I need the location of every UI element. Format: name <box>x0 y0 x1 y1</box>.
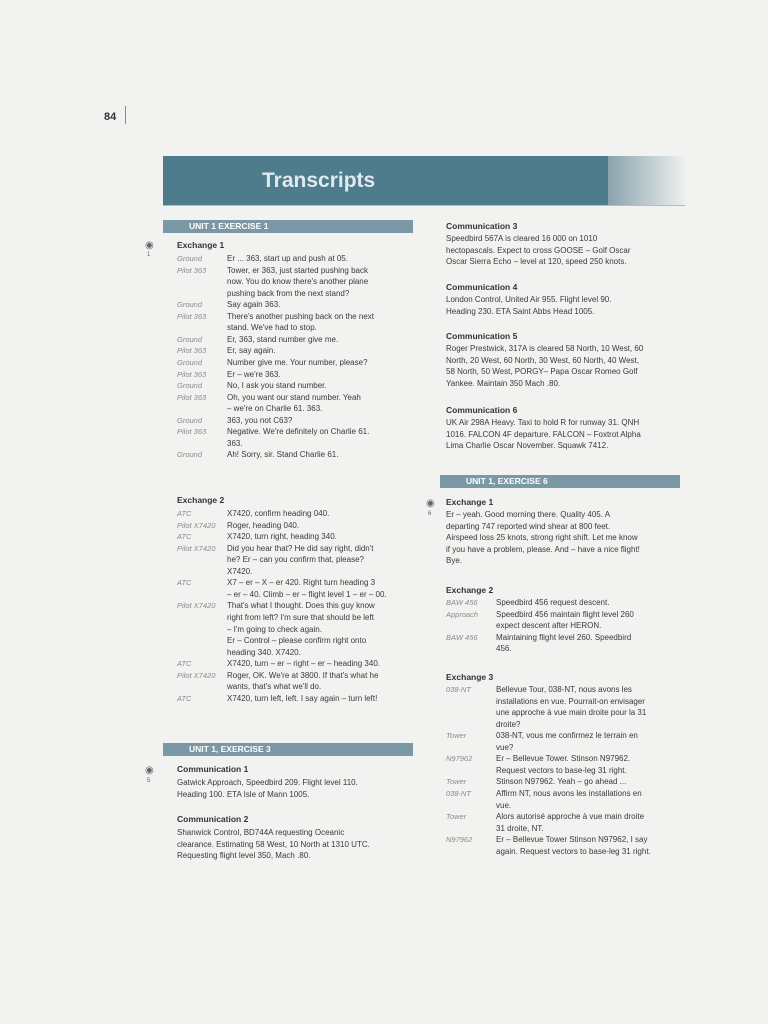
dialogue-line: Stinson N97962. Yeah – go ahead ... <box>496 777 627 787</box>
dialogue-line: expect descent after HERON. <box>496 621 602 631</box>
comm-6-title: Communication 6 <box>446 405 518 415</box>
dialogue-line: Speedbird 456 maintain flight level 260 <box>496 609 634 619</box>
dialogue-line: Tower, er 363, just started pushing back <box>227 265 368 275</box>
paragraph-line: Lima Charlie Oscar November. Squawk 7412. <box>446 441 609 451</box>
page-number: 84 <box>104 111 117 123</box>
comm-2-title: Communication 2 <box>177 814 249 824</box>
speaker-label: Pilot 363 <box>177 392 207 402</box>
dialogue-line: X7420. <box>227 566 253 576</box>
cd-icon: ◉ <box>426 498 435 509</box>
speaker-label: ATC <box>177 659 192 669</box>
dialogue-line: right from left? I'm sure that should be left <box>227 612 374 622</box>
speaker-label: BAW 456 <box>446 632 478 642</box>
speaker-label: 038-NT <box>446 685 472 694</box>
dialogue-line: Negative. We're definitely on Charlie 61. <box>227 427 370 437</box>
paragraph-line: Bye. <box>446 556 463 566</box>
dialogue-line: Request vectors to base-leg 31 right. <box>496 765 627 775</box>
dialogue-line: Speedbird 456 request descent. <box>496 598 610 607</box>
dialogue-line: Er – we're 363. <box>227 369 281 379</box>
speaker-label: Tower <box>446 731 467 741</box>
speaker-label: Pilot 363 <box>177 427 207 437</box>
paragraph-line: Gatwick Approach, Speedbird 209. Flight level 110. <box>177 778 358 787</box>
speaker-label: Tower <box>446 777 467 787</box>
speaker-label: Pilot 363 <box>177 265 207 275</box>
speaker-label: N97962 <box>446 835 473 845</box>
dialogue-line: Number give me. Your number, please? <box>227 357 368 367</box>
dialogue-line: again. Request vectors to base-leg 31 right. <box>496 846 651 856</box>
comm-5-title: Communication 5 <box>446 331 518 341</box>
speaker-label: Ground <box>177 381 203 391</box>
paragraph-line: North, 20 West, 60 North, 30 West, 60 North, 40 West, <box>446 355 639 365</box>
speaker-label: Tower <box>446 812 467 822</box>
dialogue-line: X7420, turn left, left. I say again – turn left! <box>227 693 378 703</box>
dialogue-line: No, I ask you stand number. <box>227 381 327 391</box>
paragraph-line: hectopascals. Expect to cross GOOSE – Golf Oscar <box>446 245 631 255</box>
speaker-label: Pilot X7420 <box>177 520 216 530</box>
dialogue-line: installations en vue. Pourrait-on envisager <box>496 696 645 706</box>
dialogue-line: 363, you not C63? <box>227 415 293 425</box>
dialogue-line: une approche à vue main droite pour la 31 <box>496 708 647 718</box>
dialogue-line: Bellevue Tour, 038-NT, nous avons les <box>496 685 632 694</box>
unit1-ex1-header: UNIT 1 EXERCISE 1 <box>163 220 413 233</box>
dialogue-line: That's what I thought. Does this guy know <box>227 601 375 611</box>
speaker-label: Pilot X7420 <box>177 601 216 611</box>
dialogue-line: Ah! Sorry, sir. Stand Charlie 61. <box>227 450 339 460</box>
r-exchange-1-title: Exchange 1 <box>446 497 494 507</box>
cd-icon: ◉ <box>145 765 154 776</box>
paragraph-line: UK Air 298A Heavy. Taxi to hold R for runway 31. QNH <box>446 418 640 427</box>
dialogue-line: heading 340. X7420. <box>227 647 301 657</box>
dialogue-line: he? Er – can you confirm that, please? <box>227 555 364 565</box>
dialogue-line: pushing back from the next stand? <box>227 288 350 298</box>
speaker-label: ATC <box>177 578 192 588</box>
dialogue-line: Er – Bellevue Tower. Stinson N97962. <box>496 754 631 764</box>
speaker-label: Pilot 363 <box>177 311 207 321</box>
dialogue-line: Er ... 363, start up and push at 05. <box>227 254 348 263</box>
dialogue-line: Roger, heading 040. <box>227 520 300 530</box>
comm-3-title: Communication 3 <box>446 221 518 231</box>
paragraph-line: Airspeed loss 25 knots, strong right shift. Let me know <box>446 533 638 543</box>
paragraph-line: if you have a problem, please. And – have a nice flight! <box>446 544 640 554</box>
dialogue-line: vue? <box>496 742 514 752</box>
dialogue-line: There's another pushing back on the next <box>227 311 374 321</box>
paragraph-line: Speedbird 567A is cleared 16 000 on 1010 <box>446 234 598 243</box>
exchange-2-title: Exchange 2 <box>177 495 225 505</box>
speaker-label: Ground <box>177 254 203 263</box>
dialogue-line: Maintaining flight level 260. Speedbird <box>496 632 632 642</box>
speaker-label: Ground <box>177 415 203 425</box>
dialogue-line: – I'm going to check again. <box>227 624 322 634</box>
speaker-label: Pilot X7420 <box>177 670 216 680</box>
paragraph-line: Oscar Sierra Echo – level at 120, speed 250 knots. <box>446 257 627 267</box>
paragraph-line: 58 North, 50 West, PORGY– Papa Oscar Romeo Golf <box>446 367 638 377</box>
dialogue-line: Er, 363, stand number give me. <box>227 334 339 344</box>
dialogue-line: Say again 363. <box>227 300 281 310</box>
unit1-ex3-header: UNIT 1, EXERCISE 3 <box>163 743 413 756</box>
dialogue-line: X7420, turn – er – right – er – heading 340. <box>227 659 380 669</box>
speaker-label: BAW 456 <box>446 598 478 607</box>
paragraph-line: departing 747 reported wind shear at 800 feet. <box>446 521 611 531</box>
paragraph-line: Roger Prestwick, 317A is cleared 58 North, 10 West, 60 <box>446 344 644 353</box>
speaker-label: Approach <box>446 609 479 619</box>
speaker-label: ATC <box>177 693 192 703</box>
cd-icon: ◉ <box>145 240 154 251</box>
paragraph-line: Shanwick Control, BD744A requesting Oceanic <box>177 828 345 837</box>
r-exchange-3-title: Exchange 3 <box>446 672 494 682</box>
exchange-1-title: Exchange 1 <box>177 240 225 250</box>
dialogue-line: wants, that's what we'll do. <box>227 682 322 692</box>
page-title: Transcripts <box>262 169 376 192</box>
speaker-label: Ground <box>177 450 203 460</box>
dialogue-line: X7420, confirm heading 040. <box>227 509 330 518</box>
dialogue-line: Alors autorisé approche à vue main droite <box>496 812 645 822</box>
paragraph-line: Requesting flight level 350, Mach .80. <box>177 851 311 861</box>
paragraph-line: Yankee. Maintain 350 Mach .80. <box>446 378 561 388</box>
dialogue-line: Er, say again. <box>227 346 276 356</box>
dialogue-line: now. You do know there's another plane <box>227 277 369 287</box>
speaker-label: ATC <box>177 509 192 518</box>
speaker-label: N97962 <box>446 754 473 764</box>
speaker-label: Pilot X7420 <box>177 543 216 553</box>
dialogue-line: Affirm NT, nous avons les installations en <box>496 788 642 798</box>
speaker-label: 038-NT <box>446 788 472 798</box>
paragraph-line: Er – yeah. Good morning there. Quality 405. A <box>446 510 611 519</box>
dialogue-line: Oh, you want our stand number. Yeah <box>227 392 361 402</box>
paragraph-line: Heading 230. ETA Saint Abbs Head 1005. <box>446 306 595 316</box>
dialogue-line: X7 – er – X – er 420. Right turn heading 3 <box>227 578 376 588</box>
r-exchange-2-title: Exchange 2 <box>446 585 494 595</box>
comm-1-title: Communication 1 <box>177 764 249 774</box>
title-band-dark <box>163 156 608 206</box>
dialogue-line: 31 droite, NT. <box>496 823 544 833</box>
title-band <box>163 156 685 206</box>
paragraph-line: Heading 100. ETA Isle of Mann 1005. <box>177 789 310 799</box>
dialogue-line: Er – Control – please confirm right onto <box>227 636 367 646</box>
dialogue-line: vue. <box>496 800 512 810</box>
speaker-label: Pilot 363 <box>177 369 207 379</box>
paragraph-line: London Control, United Air 955. Flight level 90. <box>446 295 612 304</box>
dialogue-line: Did you hear that? He did say right, didn't <box>227 543 374 553</box>
comm-4-title: Communication 4 <box>446 282 518 292</box>
speaker-label: ATC <box>177 532 192 542</box>
dialogue-line: droite? <box>496 719 521 729</box>
track-number: 5 <box>147 778 151 784</box>
speaker-label: Ground <box>177 357 203 367</box>
paragraph-line: 1016. FALCON 4F departure. FALCON – Foxtrot Alpha <box>446 429 641 439</box>
dialogue-line: X7420, turn right, heading 340. <box>227 532 337 542</box>
unit1-ex6-header: UNIT 1, EXERCISE 6 <box>440 475 680 488</box>
dialogue-line: 363. <box>227 438 243 448</box>
title-band-fade <box>608 156 685 206</box>
title-underline <box>163 205 685 206</box>
page-number-divider <box>125 106 126 124</box>
dialogue-line: – we're on Charlie 61. 363. <box>227 404 323 414</box>
dialogue-line: 456. <box>496 644 512 654</box>
dialogue-line: 038-NT, vous me confirmez le terrain en <box>496 731 638 741</box>
track-number: 6 <box>428 511 432 517</box>
paragraph-line: clearance. Estimating 58 West, 10 North at 1310 UTC. <box>177 839 370 849</box>
speaker-label: Ground <box>177 300 203 310</box>
speaker-label: Pilot 363 <box>177 346 207 356</box>
dialogue-line: stand. We've had to stop. <box>227 323 317 333</box>
dialogue-line: – er – 40. Climb – er – flight level 1 – er – 00. <box>227 589 387 599</box>
track-number: 1 <box>147 252 151 258</box>
dialogue-line: Roger, OK. We're at 3800. If that's what he <box>227 670 379 680</box>
dialogue-line: Er – Bellevue Tower Stinson N97962, I say <box>496 835 648 845</box>
speaker-label: Ground <box>177 334 203 344</box>
